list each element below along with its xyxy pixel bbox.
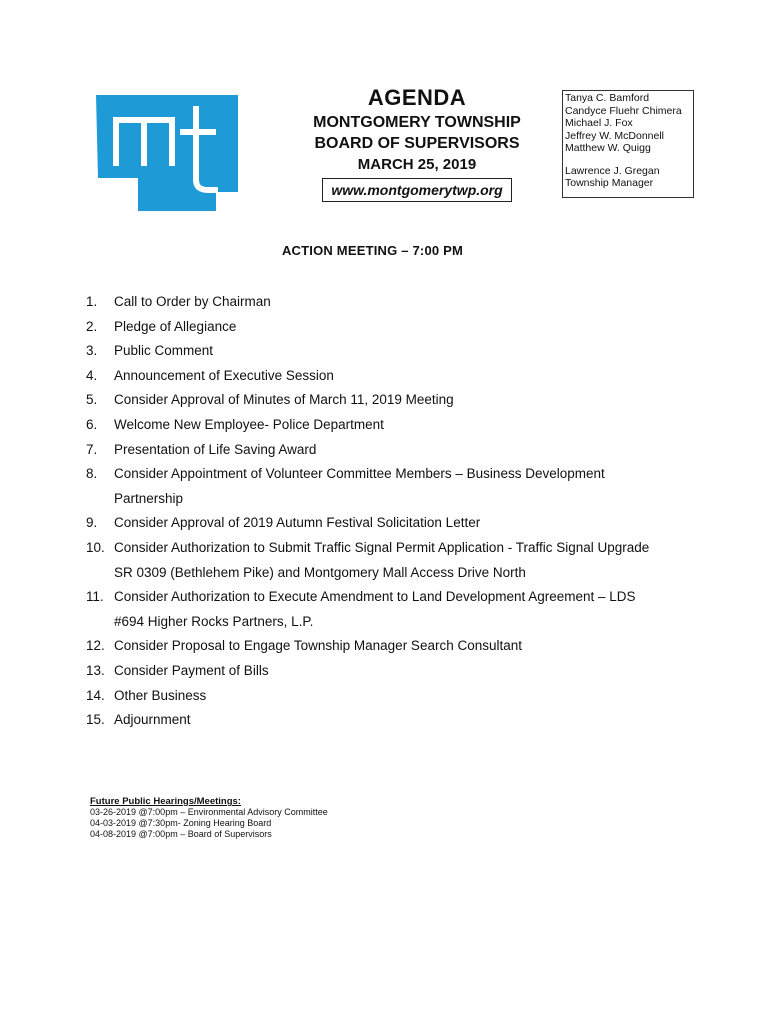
agenda-item-number <box>86 561 114 586</box>
board-member: Michael J. Fox <box>565 117 633 129</box>
agenda-item-number: 7. <box>86 441 98 457</box>
board-member: Matthew W. Quigg <box>565 142 651 154</box>
agenda-item-number: 8. <box>86 466 98 482</box>
mt-logo-icon <box>92 92 242 214</box>
agenda-item-number: 11. <box>86 589 104 605</box>
agenda-item-text: Public Comment <box>114 343 214 359</box>
agenda-item-text: Consider Proposal to Engage Township Manager Search Consultant <box>114 638 522 654</box>
agenda-item-text: SR 0309 (Bethlehem Pike) and Montgomery Mall Access Drive North <box>114 564 526 580</box>
agenda-item-number: 13. <box>86 662 105 678</box>
agenda-header <box>282 84 552 202</box>
agenda-item-text: Call to Order by Chairman <box>114 294 271 309</box>
agenda-item-text: Presentation of Life Saving Award <box>114 441 317 457</box>
agenda-item <box>86 511 726 536</box>
agenda-item-text: #694 Higher Rocks Partners, L.P. <box>114 613 314 629</box>
agenda-item-number: 15. <box>86 712 105 728</box>
manager-title: Township Manager <box>565 177 654 189</box>
agenda-item-number: 9. <box>86 515 98 531</box>
agenda-item-number <box>86 487 114 512</box>
agenda-item-number: 5. <box>86 392 98 408</box>
board-member: Candyce Fluehr Chimera <box>565 104 682 117</box>
board-member: Tanya C. Bamford <box>565 92 650 104</box>
agenda-item-text: Consider Approval of 2019 Autumn Festival Solicitation Letter <box>114 515 481 531</box>
agenda-item-text: Consider Appointment of Volunteer Committee Members – Business Development <box>114 466 605 482</box>
agenda-item-text: Welcome New Employee- Police Department <box>114 416 384 432</box>
agenda-item <box>86 388 726 413</box>
agenda-item-text: Consider Authorization to Execute Amendment to Land Development Agreement – LDS <box>114 589 636 605</box>
agenda-item <box>86 585 726 610</box>
agenda-item <box>86 364 726 389</box>
agenda-item-number: 4. <box>86 367 98 383</box>
agenda-item-number: 2. <box>86 318 98 334</box>
agenda-item-number: 10. <box>86 539 105 555</box>
agenda-item-text: Adjournment <box>114 712 191 728</box>
agenda-item-number: 12. <box>86 638 105 654</box>
agenda-item-number <box>86 610 114 635</box>
agenda-item <box>86 684 726 709</box>
agenda-item-number: 1. <box>86 294 98 309</box>
meeting-date: MARCH 25, 2019 <box>357 156 477 173</box>
agenda-item-number: 6. <box>86 416 98 432</box>
agenda-item <box>86 561 726 586</box>
board-members-box <box>562 90 694 198</box>
future-meeting-item: 04-08-2019 @7:00pm – Board of Supervisors <box>90 829 272 839</box>
manager-name: Lawrence J. Gregan <box>565 164 660 177</box>
spacer <box>565 155 691 165</box>
agenda-title: AGENDA <box>367 85 467 110</box>
website-link[interactable]: www.montgomerytwp.org <box>322 178 511 202</box>
agenda-item <box>86 290 726 315</box>
agenda-item-number: 14. <box>86 687 105 703</box>
agenda-list <box>86 290 726 733</box>
agenda-item-text: Partnership <box>114 490 184 506</box>
agenda-item-text: Consider Approval of Minutes of March 11, 2019 Meeting <box>114 392 454 408</box>
agenda-item <box>86 536 726 561</box>
future-meeting-item: 03-26-2019 @7:00pm – Environmental Advisory Committee <box>90 807 328 817</box>
agenda-item-text: Other Business <box>114 687 207 703</box>
agenda-item <box>86 659 726 684</box>
agenda-item-text: Consider Authorization to Submit Traffic Signal Permit Application - Traffic Signal Upgrade <box>114 539 650 555</box>
agenda-item <box>86 708 726 733</box>
township-logo <box>92 92 242 214</box>
agenda-item <box>86 634 726 659</box>
agenda-item-number: 3. <box>86 343 98 359</box>
meeting-title: ACTION MEETING – 7:00 PM <box>281 243 464 258</box>
board-member: Jeffrey W. McDonnell <box>565 129 665 142</box>
future-meeting-item: 04-03-2019 @7:30pm- Zoning Hearing Board <box>90 818 272 828</box>
township-name: MONTGOMERY TOWNSHIP <box>313 114 521 131</box>
agenda-item <box>86 610 726 635</box>
agenda-item <box>86 413 726 438</box>
agenda-item-text: Announcement of Executive Session <box>114 367 334 383</box>
agenda-item <box>86 315 726 340</box>
agenda-item-text: Consider Payment of Bills <box>114 662 269 678</box>
future-meetings-heading: Future Public Hearings/Meetings: <box>90 796 241 807</box>
agenda-item <box>86 438 726 463</box>
agenda-item <box>86 487 726 512</box>
agenda-item <box>86 462 726 487</box>
future-meetings <box>90 796 328 840</box>
board-name: BOARD OF SUPERVISORS <box>314 135 520 152</box>
agenda-item-text: Pledge of Allegiance <box>114 318 237 334</box>
agenda-item <box>86 339 726 364</box>
